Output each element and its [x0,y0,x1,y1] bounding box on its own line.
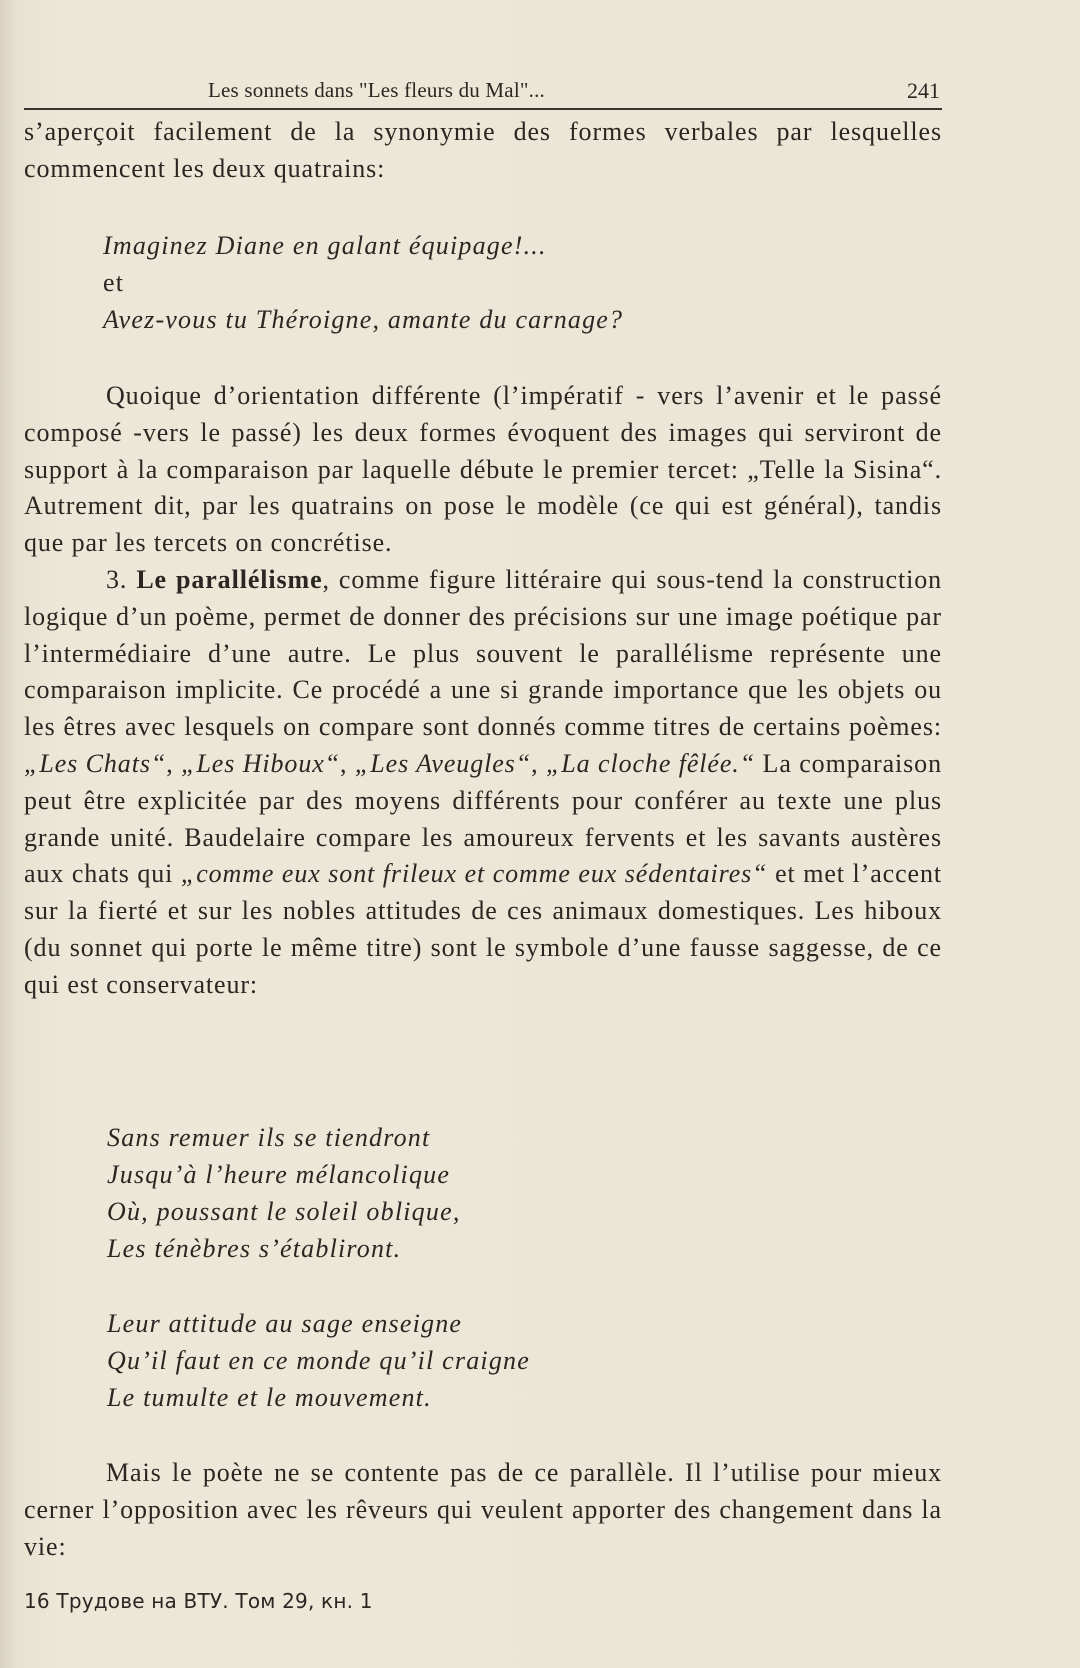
paragraph-poet [24,1455,942,1565]
intro-paragraph: s’aperçoit facilement de la synonymie des formes verbales par lesquelles commencent les deux quatrains: [24,117,942,183]
section-number: 3. [106,565,128,594]
paragraph-text: , comme figure littéraire qui sous-tend la construction logique d’un poème, permet de donner des précisions sur une image poétique par l’intermédiaire d’une autre. Le plus souvent le parallélisme représente une comparaison implicite. Ce procédé a une si grande importance que les objets ou les êtres avec lesquels on compare sont donnés comme titres de certains poèmes: [24,565,943,742]
paragraph-orientation [24,378,942,562]
verse-line: Sans remuer ils se tiendront [107,1123,431,1152]
page-number: 241 [907,78,940,103]
verse-line: Qu’il faut en ce monde qu’il craigne [107,1346,530,1375]
stanza-first [107,1119,461,1267]
inline-quote: „comme eux sont frileux et comme eux sédentaires“ [180,859,768,889]
quote-connector: et [103,268,125,297]
separator: , [340,748,355,778]
paragraph-parallelism [24,562,942,1004]
poem-title: „Les Chats“ [24,748,167,778]
separator: , [166,748,182,778]
running-header [24,78,942,110]
paragraph-text: La comparaison peut être explicitée par des moyens différents pour conférer au texte une plus grande unité. Baudelaire compare les amoureux fervents et les savants austères aux chats qui [24,748,942,889]
quote-line: Avez-vous tu Théroigne, amante du carnage? [103,305,624,334]
verse-line: Jusqu’à l’heure mélancolique [107,1160,451,1189]
verse-line: Le tumulte et le mouvement. [107,1383,432,1412]
separator: , [531,748,546,778]
paragraph-text: et met l’accent sur la fierté et sur les nobles attitudes de ces animaux domestiques. Les hiboux (du sonnet qui porte le même titre) sont le symbole d’une fausse saggesse, de ce qui est conservateur: [24,859,942,999]
poem-title: „La cloche fêlée.“ [545,748,756,778]
quote-line: Imaginez Diane en galant équipage!... [103,231,547,260]
verse-line: Leur attitude au sage enseigne [107,1309,463,1338]
section-term: Le parallélisme [136,565,323,594]
verse-line: Les ténèbres s’établiront. [107,1234,402,1263]
poem-title: „Les Aveugles“ [354,748,532,778]
running-title: Les sonnets dans "Les fleurs du Mal"... [208,78,545,102]
signature-mark: 16 Трудове на ВТУ. Том 29, кн. 1 [24,1589,373,1613]
quote-verbs [103,227,623,338]
stanza-second [107,1305,530,1416]
verse-line: Où, poussant le soleil oblique, [107,1197,461,1226]
paragraph-text: Mais le poète ne se contente pas de ce parallèle. Il l’utilise pour mieux cerner l’opposition avec les rêveurs qui veulent apporter des changement dans la vie: [24,1458,942,1561]
paragraph-text: Quoique d’orientation différente (l’impératif - vers l’avenir et le passé composé -vers le passé) les deux formes évoquent des images qui serviront de support à la comparaison par laquelle débute le premier tercet: „Telle la Sisina“. Autrement dit, par les quatrains on pose le modèle (ce qui est général), tandis que par les tercets on concrétise. [24,381,942,558]
poem-title: „Les Hiboux“ [181,748,341,778]
